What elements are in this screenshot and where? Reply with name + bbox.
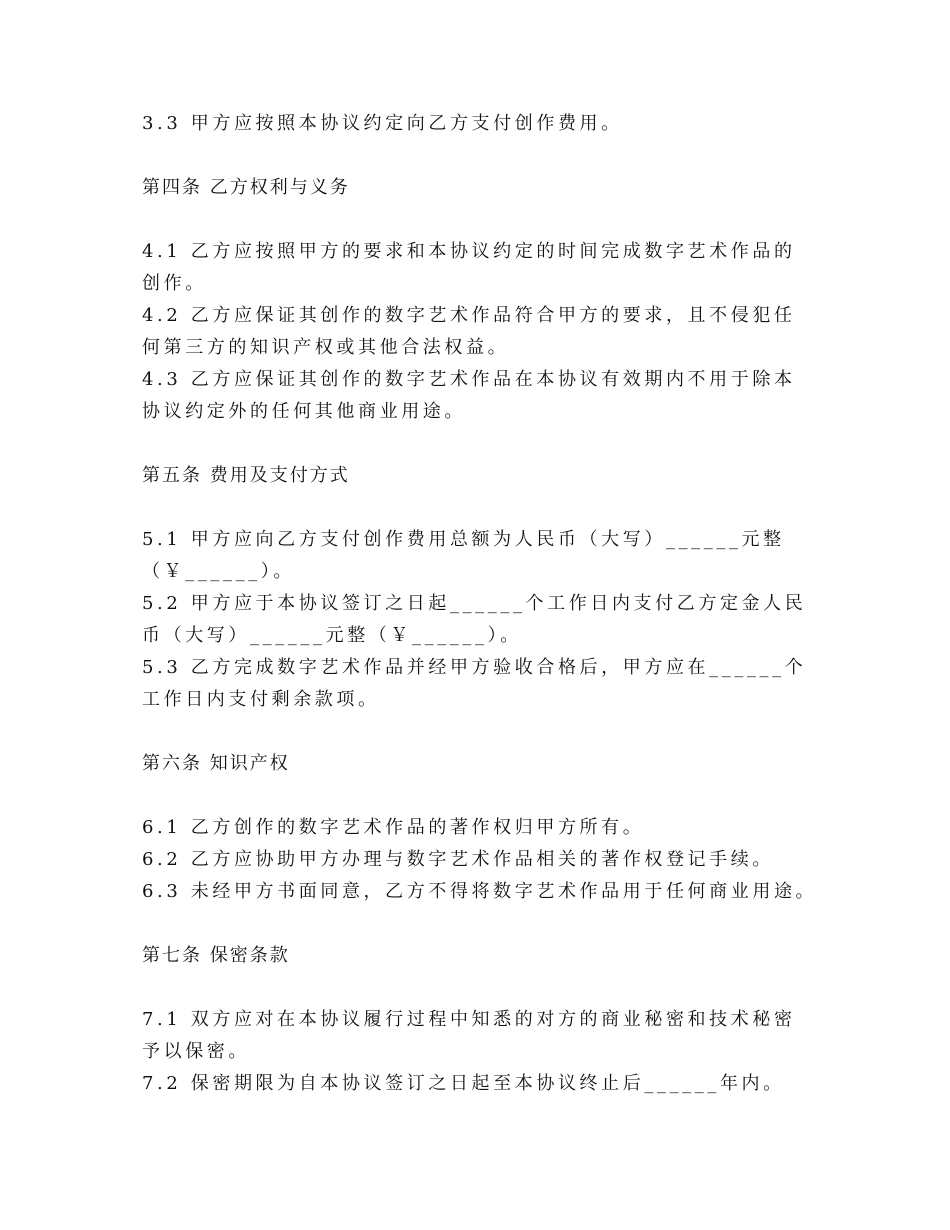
paragraph-gap — [142, 492, 832, 524]
section-heading: 第四条 乙方权利与义务 — [142, 177, 350, 198]
text-line: 工作日内支付剩余款项。 — [142, 689, 380, 710]
text-line: 6.2 乙方应协助甲方办理与数字艺术作品相关的著作权登记手续。 — [142, 849, 774, 870]
paragraph-gap — [142, 780, 832, 812]
paragraph-gap — [142, 140, 832, 172]
text-line: 6.1 乙方创作的数字艺术作品的著作权归甲方所有。 — [142, 817, 645, 838]
text-line: 币（大写）______元整（￥______）。 — [142, 625, 522, 646]
section-heading: 第六条 知识产权 — [142, 753, 290, 774]
text-line: 4.2 乙方应保证其创作的数字艺术作品符合甲方的要求，且不侵犯任 — [142, 305, 796, 326]
section-heading: 第七条 保密条款 — [142, 945, 290, 966]
section-heading: 第五条 费用及支付方式 — [142, 465, 350, 486]
paragraph-gap — [142, 428, 832, 460]
text-line: 创作。 — [142, 273, 207, 294]
text-line: 予以保密。 — [142, 1041, 250, 1062]
text-line: 3.3 甲方应按照本协议约定向乙方支付创作费用。 — [142, 113, 623, 134]
paragraph-gap — [142, 972, 832, 1004]
text-line: 5.2 甲方应于本协议签订之日起______个工作日内支付乙方定金人民 — [142, 593, 807, 614]
paragraph-gap — [142, 716, 832, 748]
text-line: 7.2 保密期限为自本协议签订之日起至本协议终止后______年内。 — [142, 1073, 785, 1094]
text-line: 7.1 双方应对在本协议履行过程中知悉的对方的商业秘密和技术秘密 — [142, 1009, 796, 1030]
paragraph-gap — [142, 204, 832, 236]
text-line: （￥______）。 — [142, 561, 295, 582]
document-page — [142, 108, 832, 1100]
paragraph-gap — [142, 908, 832, 940]
text-line: 6.3 未经甲方书面同意，乙方不得将数字艺术作品用于任何商业用途。 — [142, 881, 818, 902]
text-line: 5.1 甲方应向乙方支付创作费用总额为人民币（大写）______元整 — [142, 529, 785, 550]
text-line: 何第三方的知识产权或其他合法权益。 — [142, 337, 510, 358]
text-line: 4.1 乙方应按照甲方的要求和本协议约定的时间完成数字艺术作品的 — [142, 241, 796, 262]
text-line: 4.3 乙方应保证其创作的数字艺术作品在本协议有效期内不用于除本 — [142, 369, 796, 390]
text-line: 协议约定外的任何其他商业用途。 — [142, 401, 466, 422]
text-line: 5.3 乙方完成数字艺术作品并经甲方验收合格后，甲方应在______个 — [142, 657, 807, 678]
